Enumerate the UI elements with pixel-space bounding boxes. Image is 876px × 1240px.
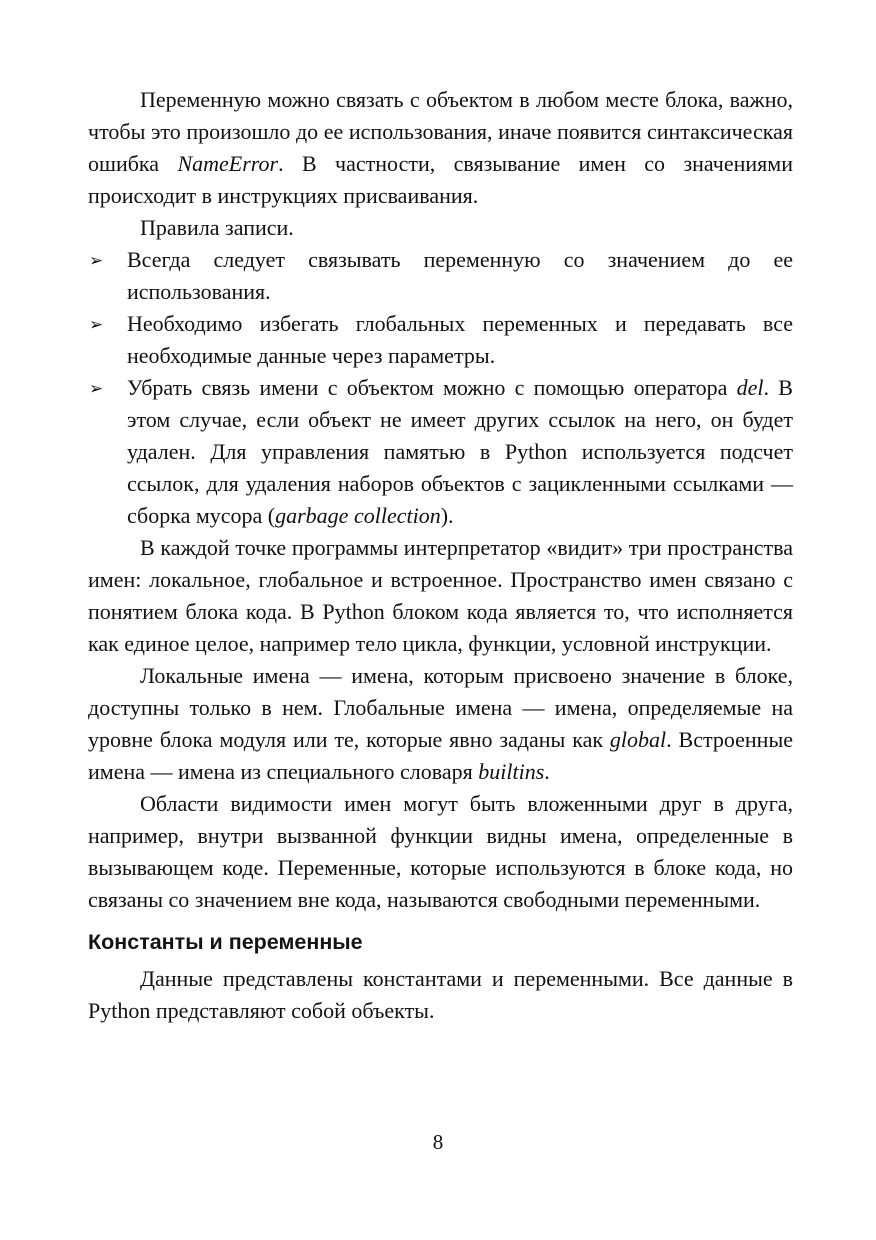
paragraph (88, 532, 793, 660)
italic-text-run: del (736, 375, 764, 400)
text-run: Данные представлены константами и переменными. Все данные в Python представляют собой объекты. (88, 966, 793, 1023)
paragraph (88, 660, 793, 788)
paragraph (88, 212, 793, 244)
text-run: Константы и переменные (88, 930, 363, 954)
text-run: Локальные имена — имена, которым присвоено значение в блоке, доступны только в нем. Глобальные имена — имена, определяемые на уровне блока модуля или те, которые явно заданы как (88, 663, 793, 752)
text-run: . В частности, связывание имен со значениями происходит в инструкциях присваивания. (88, 151, 793, 208)
text-run: Необходимо избегать глобальных переменных и передавать все необходимые данные через параметры. (127, 311, 793, 368)
bullet-item (88, 372, 793, 532)
bullet-arrow-icon: ➢ (89, 315, 104, 335)
text-run: В каждой точке программы интерпретатор «видит» три пространства имен: локальное, глобальное и встроенное. Пространство имен связано с понятием блока кода. В Python блоком кода является то, что исполняется как единое целое, например тело цикла, функции, условной инструкции. (88, 535, 793, 656)
text-run: . (544, 759, 550, 784)
italic-text-run: NameError (177, 151, 279, 176)
page-body (88, 84, 793, 1027)
section-heading (88, 929, 793, 955)
paragraph (88, 84, 793, 212)
italic-text-run: builtins (478, 759, 545, 784)
text-run: Переменную можно связать с объектом в любом месте блока, важно, чтобы это произошло до ее использования, иначе появится синтаксическая ошибка (88, 87, 793, 176)
bullet-item (88, 308, 793, 372)
text-run: Всегда следует связывать переменную со значением до ее использования. (127, 247, 793, 304)
italic-text-run: global (609, 727, 667, 752)
italic-text-run: garbage collection (275, 503, 441, 528)
text-run: . В этом случае, если объект не имеет других ссылок на него, он будет удален. Для управления памятью в Python используется подсчет ссылок, для удаления наборов объектов с зацикленными ссылками — сборка мусора ( (127, 375, 793, 528)
text-run: Правила записи. (140, 215, 294, 240)
text-run: Убрать связь имени с объектом можно с помощью оператора (127, 375, 737, 400)
bullet-arrow-icon: ➢ (89, 251, 104, 271)
bullet-item (88, 244, 793, 308)
bullet-arrow-icon: ➢ (89, 379, 104, 399)
paragraph (88, 788, 793, 916)
text-run: Области видимости имен могут быть вложенными друг в друга, например, внутри вызванной функции видны имена, определенные в вызывающем коде. Переменные, которые используются в блоке кода, но связаны со значением вне кода, называются свободными переменными. (88, 791, 793, 912)
text-run: ). (440, 503, 454, 528)
page-number: 8 (432, 1130, 444, 1154)
paragraph (88, 963, 793, 1027)
text-run: . Встроенные имена — имена из специального словаря (88, 727, 793, 784)
